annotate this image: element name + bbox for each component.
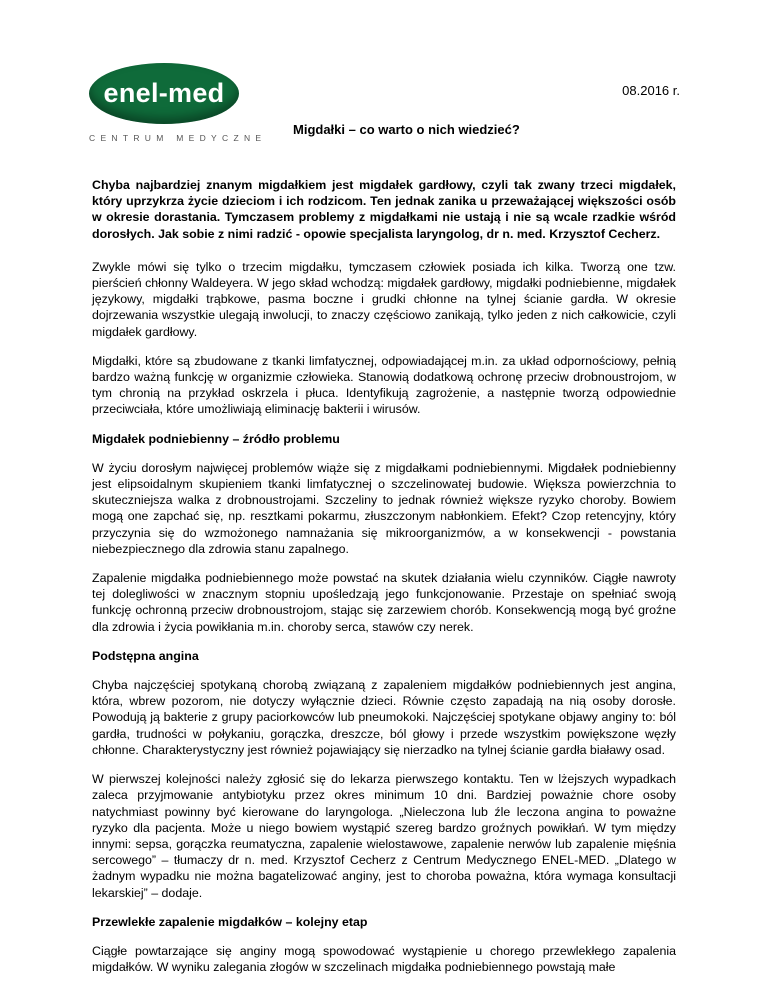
- enel-med-logo: [85, 63, 267, 153]
- document-date: 08.2016 r.: [622, 83, 680, 98]
- article-body: [92, 177, 676, 988]
- document-title: Migdałki – co warto o nich wiedzieć?: [293, 122, 520, 137]
- paragraph-2: Migdałki, które są zbudowane z tkanki limfatycznej, odpowiadającej m.in. za układ odpornościowy, pełnią bardzo ważną funkcję w organizmie człowieka. Stanowią dodatkową ochronę przeciw drobnoustrojom, w tym chronią na przykład oskrzela i płuca. Identyfikują zagrożenie, a następnie tworzą odpowiednie przeciwciała, które umożliwiają eliminację bakterii i wirusów.: [92, 353, 676, 417]
- section-heading-1: Migdałek podniebienny – źródło problemu: [92, 431, 340, 446]
- paragraph-5: Chyba najczęściej spotykaną chorobą związaną z zapaleniem migdałków podniebiennych jest angina, która, wbrew pozorom, nie dotyczy wyłącznie dzieci. Równie często zapadają na nią osoby dorosłe. Powodują ją bakterie z grupy paciorkowców lub pneumokoki. Najczęściej spotykane objawy anginy to: ból gardła, trudności w połykaniu, gorączka, dreszcze, ból głowy i przede wszystkim powiększone węzły chłonne. Charakterystyczny jest również pojawiający się nierzadko na tylnej ścianie gardła białawy osad.: [92, 678, 676, 757]
- paragraph-4: Zapalenie migdałka podniebiennego może powstać na skutek działania wielu czynników. Ciągłe nawroty tej dolegliwości w znacznym stopniu upośledzają jego funkcjonowanie. Przestaje on spełniać swoją funkcję ochronną przeciw drobnoustrojom, stając się zarzewiem chorób. Konsekwencją mogą być groźne dla zdrowia i życia powikłania m.in. choroby serca, stawów czy nerek.: [92, 571, 676, 634]
- logo-wordmark: enel-med: [103, 78, 225, 108]
- paragraph-7: Ciągłe powtarzające się anginy mogą spowodować wystąpienie u chorego przewlekłego zapalenia migdałków. W wyniku zalegania złogów w szczelinach migdałka podniebiennego powstają małe: [92, 943, 676, 975]
- lead-paragraph: Chyba najbardziej znanym migdałkiem jest migdałek gardłowy, czyli tak zwany trzeci migdałek, który uprzykrza życie dzieciom i ich rodzicom. Ten jednak zanika u przeważającej większości osób w okresie dorastania. Tymczasem problemy z migdałkami nie ustają i nie są wcale rzadkie wśród dorosłych. Jak sobie z nimi radzić - opowie specjalista laryngolog, dr n. med. Krzysztof Cecherz.: [92, 178, 676, 241]
- paragraph-1: Zwykle mówi się tylko o trzecim migdałku, tymczasem człowiek posiada ich kilka. Tworzą one tzw. pierścień chłonny Waldeyera. W jego skład wchodzą: migdałek gardłowy, migdałki podniebienne, migdałek językowy, migdałki trąbkowe, pasma boczne i grudki chłonne na tylnej ścianie gardła. W okresie dojrzewania wszystkie ulegają inwolucji, to znaczy częściowo zanikają, tylko jeden z nich całkowicie, czyli migdałek gardłowy.: [92, 259, 676, 339]
- paragraph-3: W życiu dorosłym najwięcej problemów wiąże się z migdałkami podniebiennymi. Migdałek podniebienny jest elipsoidalnym skupieniem tkanki limfatycznej o szczelinowatej budowie. Większa powierzchnia to skuteczniejsza walka z drobnoustrojami. Szczeliny to jednak również większe ryzyko choroby. Bowiem mogą one zapchać się, np. resztkami pokarmu, złuszczonym nabłonkiem. Efekt? Czop retencyjny, który przyczynia się do wzmożonego namnażania się mikroorganizmów, a w konsekwencji - powstania niebezpiecznego dla zdrowia stanu zapalnego.: [92, 460, 676, 556]
- section-heading-3: Przewlekłe zapalenie migdałków – kolejny etap: [92, 914, 368, 929]
- section-heading-2: Podstępna angina: [92, 648, 199, 663]
- logo-subtitle: CENTRUM MEDYCZNE: [89, 133, 267, 143]
- paragraph-6: W pierwszej kolejności należy zgłosić się do lekarza pierwszego kontaktu. Ten w lżejszych wypadkach zaleca przyjmowanie antybiotyku przez okres minimum 10 dni. Bardziej poważnie chore osoby natychmiast powinny być kierowane do laryngologa. „Nieleczona lub źle leczona angina to poważne ryzyko dla pacjenta. Może u niego bowiem wystąpić szereg bardzo groźnych powikłań. W tym między innymi: sepsa, gorączka reumatyczna, zapalenie wielostawowe, zapalenie nerwów lub zapalenie mięśnia sercowego” – tłumaczy dr n. med. Krzysztof Cecherz z Centrum Medycznego ENEL-MED. „Dlatego w żadnym wypadku nie można bagatelizować anginy, jest to choroba poważna, która wymaga konsultacji lekarskiej” – dodaje.: [92, 772, 676, 900]
